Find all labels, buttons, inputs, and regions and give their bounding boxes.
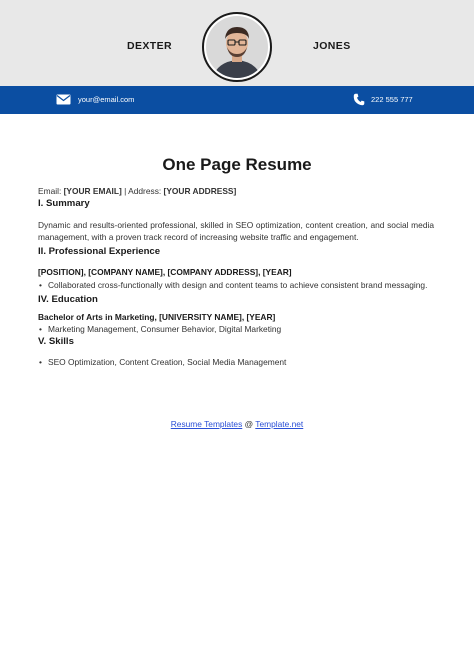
header-email[interactable]: your@email.com: [78, 95, 135, 104]
summary-heading: I. Summary: [38, 198, 90, 210]
separator: |: [124, 186, 127, 196]
avatar: [202, 12, 272, 82]
experience-list: [38, 279, 434, 291]
summary-text: Dynamic and results-oriented professional, skilled in SEO optimization, content creation, and social media management, with a proven track record of increasing website traffic and engagement.: [38, 220, 434, 243]
address-label: Address:: [128, 186, 162, 196]
avatar-photo: [204, 14, 270, 80]
education-list: [38, 323, 434, 335]
email-value: [YOUR EMAIL]: [63, 186, 122, 196]
experience-position: [POSITION], [COMPANY NAME], [COMPANY ADDRESS], [YEAR]: [38, 267, 292, 278]
education-heading: IV. Education: [38, 293, 98, 305]
email-label: Email:: [38, 186, 62, 196]
list-item: • SEO Optimization, Content Creation, Social Media Management: [48, 356, 434, 368]
footer-links: [0, 419, 474, 429]
list-item: • Marketing Management, Consumer Behavior, Digital Marketing: [48, 323, 434, 335]
education-degree: Bachelor of Arts in Marketing, [UNIVERSITY NAME], [YEAR]: [38, 311, 276, 322]
page-title: One Page Resume: [162, 155, 312, 174]
address-value: [YOUR ADDRESS]: [163, 186, 237, 196]
experience-heading: II. Professional Experience: [38, 246, 161, 258]
last-name: JONES: [313, 40, 351, 52]
first-name: DEXTER: [127, 40, 172, 52]
mail-icon: [56, 94, 71, 105]
contact-line: [38, 185, 434, 197]
template-net-link[interactable]: Template.net: [255, 419, 304, 429]
skills-heading: V. Skills: [38, 336, 74, 348]
phone-icon: [353, 93, 365, 106]
skills-list: [38, 356, 434, 368]
footer-separator: @: [244, 419, 254, 429]
list-item: • Collaborated cross-functionally with design and content teams to achieve consistent brand messaging.: [48, 279, 434, 291]
resume-templates-link[interactable]: Resume Templates: [170, 419, 243, 429]
header-phone: 222 555 777: [371, 95, 413, 104]
resume-body: [38, 185, 434, 368]
